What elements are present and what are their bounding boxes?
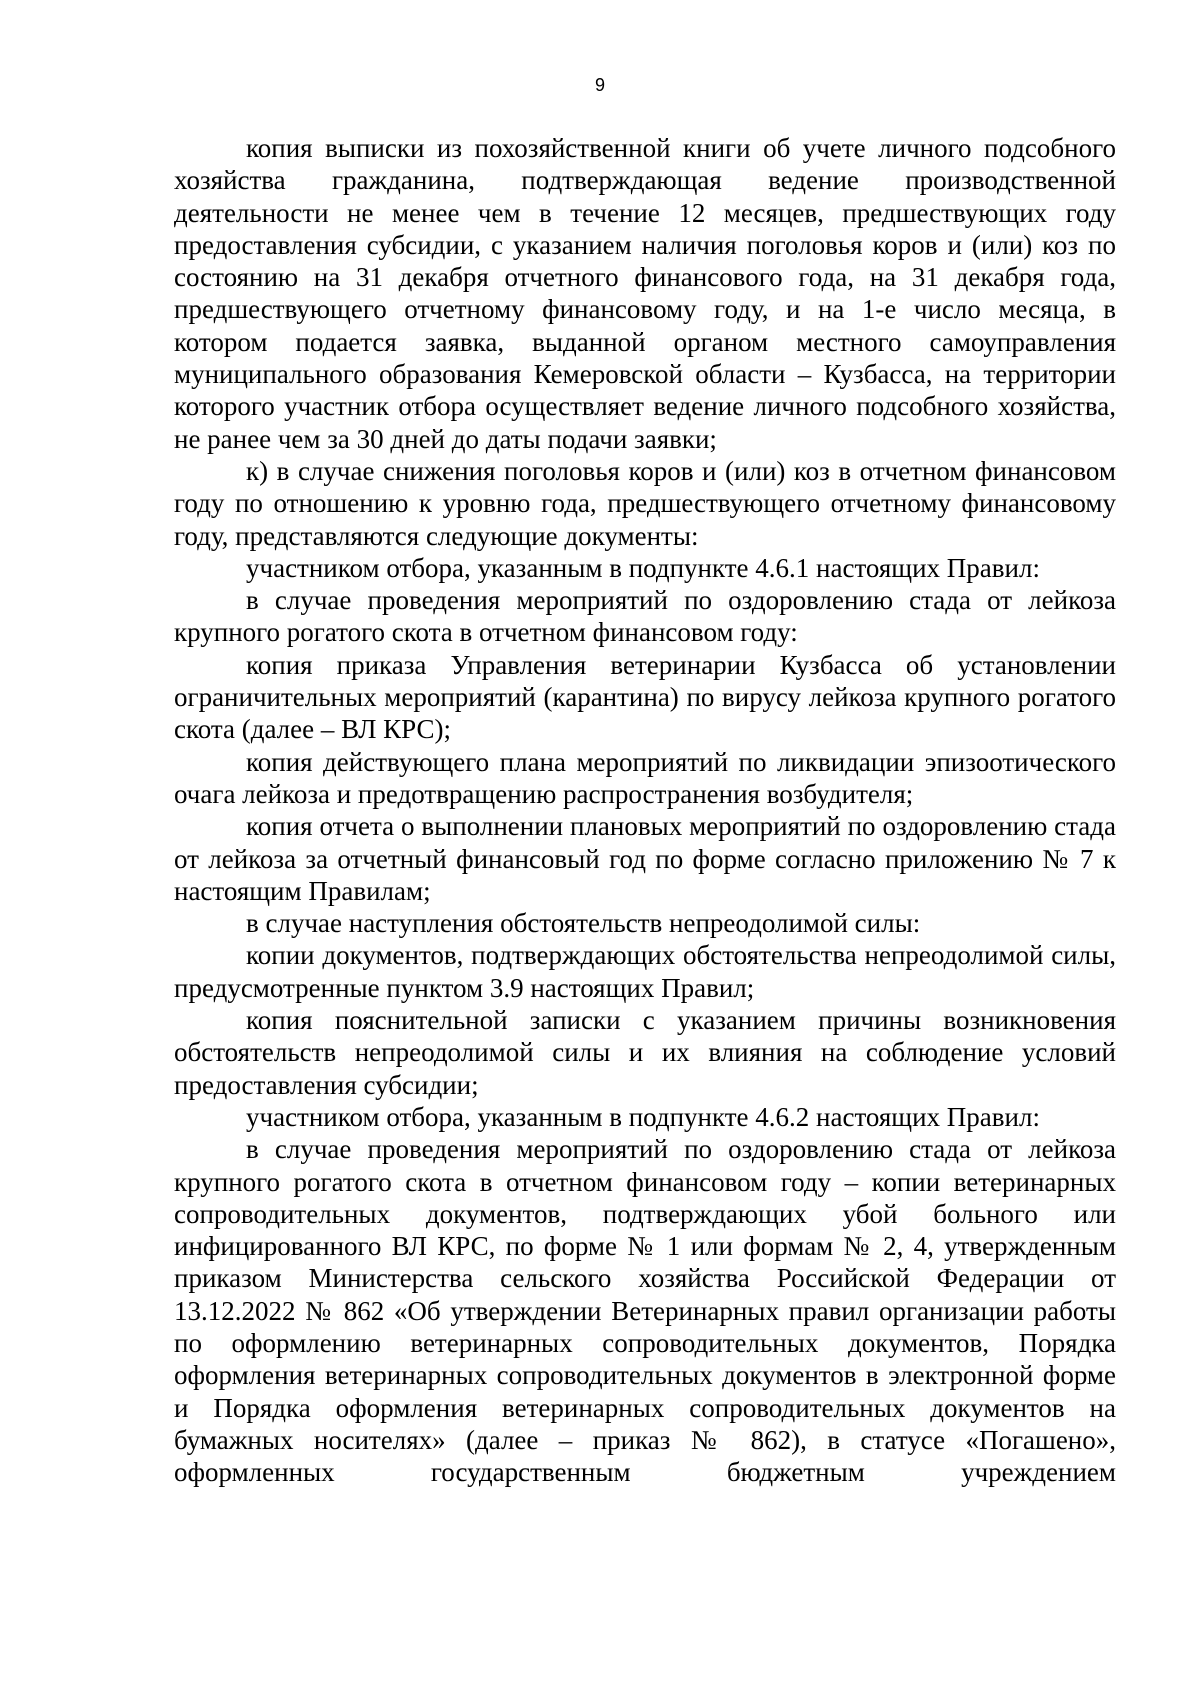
paragraph-item-k: к) в случае снижения поголовья коров и (или) коз в отчетном финансовом году по отношению к уровню года, предшествующего отчетному финансовому году, представляются следующие документы: bbox=[174, 455, 1116, 551]
paragraph-participant-4-6-2: участником отбора, указанным в подпункте 4.6.2 настоящих Правил: bbox=[246, 1101, 1040, 1132]
paragraph-force-majeure-documents: копии документов, подтверждающих обстоятельства непреодолимой силы, предусмотренные пунктом 3.9 настоящих Правил; bbox=[174, 940, 1116, 1003]
page-number: 9 bbox=[594, 75, 605, 95]
paragraph-leukosis-measures-case: в случае проведения мероприятий по оздоровлению стада от лейкоза крупного рогатого скота в отчетном финансовом году: bbox=[174, 585, 1116, 648]
paragraph-liquidation-plan-copy: копия действующего плана мероприятий по ликвидации эпизоотического очага лейкоза и предотвращению распространения возбудителя; bbox=[174, 746, 1116, 809]
paragraph-quarantine-order-copy: копия приказа Управления ветеринарии Кузбасса об установлении ограничительных мероприятий (карантина) по вирусу лейкоза крупного рогатого скота (далее – ВЛ КРС); bbox=[174, 649, 1116, 745]
paragraph-explanatory-note-copy: копия пояснительной записки с указанием причины возникновения обстоятельств непреодолимой силы и их влияния на соблюдение условий предоставления субсидии; bbox=[174, 1005, 1116, 1100]
paragraph-report-copy: копия отчета о выполнении плановых мероприятий по оздоровлению стада от лейкоза за отчетный финансовый год по форме согласно приложению № 7 к настоящим Правилам; bbox=[174, 811, 1116, 906]
paragraph-veterinary-documents: в случае проведения мероприятий по оздоровлению стада от лейкоза крупного рогатого скота в отчетном финансовом году – копии ветеринарных сопроводительных документов, подтверждающих убой больного или инфицированного ВЛ КРС, по форме № 1 или формам № 2, 4, утвержденным приказом Министерства сельского хозяйства Российской Федерации от 13.12.2022 № 862 «Об утверждении Ветеринарных правил организации работы по оформлению ветеринарных сопроводительных документов, Порядка оформления ветеринарных сопроводительных документов в электронной форме и Порядка оформления ветеринарных сопроводительных документов на бумажных носителях» (далее – приказ № 862), в статусе «Погашено», оформленных государственным бюджетным учреждением bbox=[174, 1134, 1116, 1488]
paragraph-force-majeure-case: в случае наступления обстоятельств непреодолимой силы: bbox=[246, 908, 921, 939]
paragraph-participant-4-6-1: участником отбора, указанным в подпункте 4.6.1 настоящих Правил: bbox=[246, 552, 1040, 583]
document-body bbox=[174, 132, 1116, 1488]
paragraph-household-book-extract: копия выписки из похозяйственной книги об учете личного подсобного хозяйства гражданина, подтверждающая ведение производственной деятельности не менее чем в течение 12 месяцев, предшествующих году предоставления субсидии, с указанием наличия поголовья коров и (или) коз по состоянию на 31 декабря отчетного финансового года, на 31 декабря года, предшествующего отчетному финансовому году, и на 1-е число месяца, в котором подается заявка, выданной органом местного самоуправления муниципального образования Кемеровской области – Кузбасса, на территории которого участник отбора осуществляет ведение личного подсобного хозяйства, не ранее чем за 30 дней до даты подачи заявки; bbox=[174, 133, 1116, 454]
